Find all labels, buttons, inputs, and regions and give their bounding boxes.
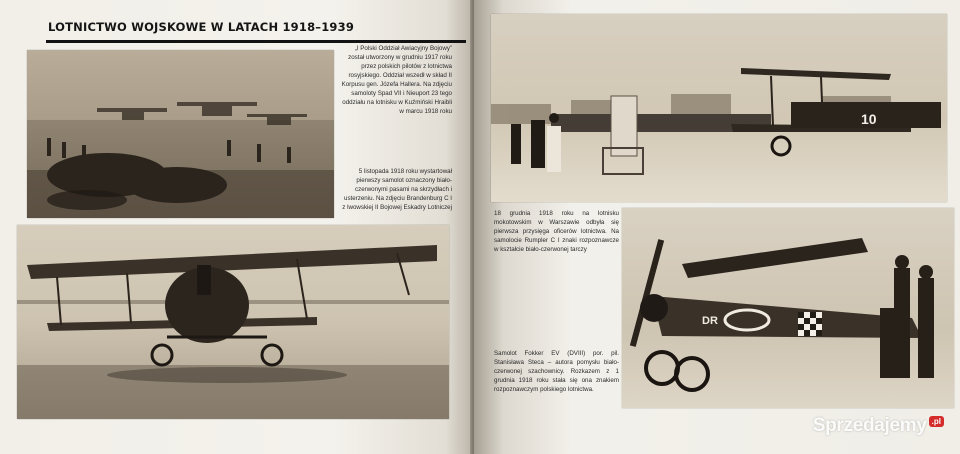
photo-fokker-checkerboard-image bbox=[622, 208, 954, 408]
left-page bbox=[0, 0, 474, 454]
checkerboard-insignia bbox=[798, 312, 822, 336]
watermark-logo bbox=[774, 412, 944, 440]
watermark-badge: .pl bbox=[929, 416, 944, 427]
photo-oath-ceremony bbox=[491, 14, 947, 202]
caption-4: Samolot Fokker EV (DVIII) por. pil. Stanisława Steca – autora pomysłu biało-czerwonej szachownicy. Rozkazem z 1 grudnia 1918 roku stała się ona znakiem rozpoznawczym polskiego lotnictwa. bbox=[494, 350, 619, 393]
photo-biplane-snow bbox=[17, 225, 449, 419]
page-title: LOTNICTWO WOJSKOWE W LATACH 1918–1939 bbox=[48, 20, 355, 34]
caption-1: „I Polski Oddział Awiacyjny Bojowy” został utworzony w grudniu 1917 roku przez polskich pilotów z lotnictwa rosyjskiego. Oddział wszedł w skład II Korpusu gen. Józefa Hallera. Na zdjęciu samoloty Spad VII i Nieuport 23 tego oddziału na lotnisku w Kuźmiński Hraibli w marcu 1918 roku bbox=[341, 45, 452, 115]
fuselage-code: DR bbox=[702, 315, 718, 327]
photo-airfield-soldiers-image bbox=[27, 50, 334, 218]
caption-3: 18 grudnia 1918 roku na lotnisku mokotowskim w Warszawie odbyła się pierwsza przysięga oficerów lotnictwa. Na samolocie Rumpler C I znaki rozpoznawcze w kształcie biało-czerwonej tarczy bbox=[494, 210, 619, 253]
title-rule bbox=[46, 40, 466, 43]
photo-biplane-snow-image bbox=[17, 225, 449, 419]
photo-oath-ceremony-image bbox=[491, 14, 947, 202]
photo-fokker-checkerboard bbox=[622, 208, 954, 408]
watermark-text: Sprzedajemy bbox=[812, 415, 927, 436]
caption-2: 5 listopada 1918 roku wystartował pierwszy samolot oznaczony biało-czerwonymi pasami na skrzydłach i usterzeniu. Na zdjęciu Brandenburg C I z lwowskiej II Bojowej Eskadry Lotniczej bbox=[342, 168, 452, 211]
aircraft-number: 10 bbox=[861, 111, 877, 127]
photo-airfield-soldiers bbox=[27, 50, 334, 218]
right-page bbox=[474, 0, 960, 454]
